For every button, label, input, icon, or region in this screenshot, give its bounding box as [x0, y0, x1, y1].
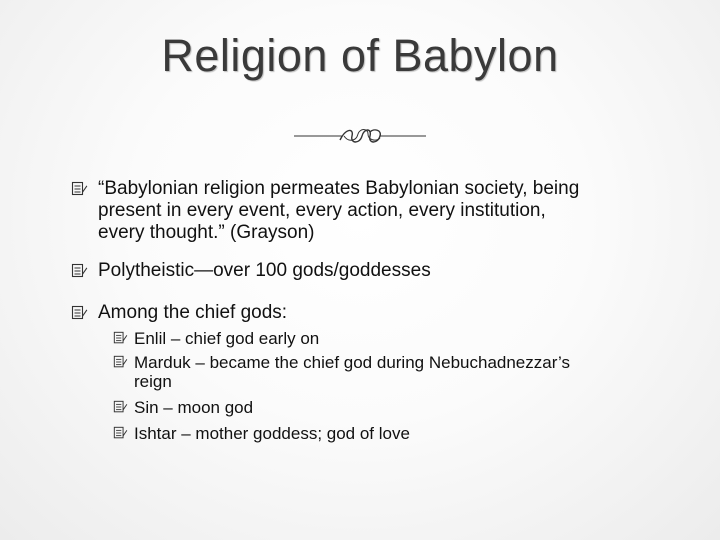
bullet-item-polytheistic: [70, 260, 431, 282]
sub-bullet-line: Ishtar – mother goddess; god of love: [134, 424, 410, 443]
sub-bullet-ishtar: [112, 424, 410, 443]
bullet-line: every thought.” (Grayson): [98, 222, 315, 243]
notebook-icon: [112, 353, 134, 369]
notebook-icon: [112, 329, 134, 345]
notebook-icon: [70, 178, 98, 197]
notebook-icon: [112, 424, 134, 440]
bullet-text: [98, 260, 431, 282]
notebook-icon: [70, 260, 98, 279]
bullet-line: Polytheistic—over 100 gods/goddesses: [98, 260, 431, 281]
slide-title: Religion of Babylon: [161, 30, 559, 81]
sub-bullet-text: [134, 424, 410, 443]
flourish-ornament: [290, 124, 430, 148]
sub-bullet-line: reign: [134, 372, 172, 391]
bullet-item-quote: [70, 178, 579, 244]
bullet-line: “Babylonian religion permeates Babylonian society, being: [98, 178, 580, 199]
bullet-line: present in every event, every action, every institution,: [98, 200, 546, 221]
sub-bullet-text: [134, 398, 253, 417]
sub-bullet-marduk: [112, 353, 570, 391]
sub-bullet-line: Marduk – became the chief god during Nebuchadnezzar’s: [134, 353, 570, 372]
sub-bullet-line: Enlil – chief god early on: [134, 329, 320, 348]
notebook-icon: [70, 302, 98, 321]
bullet-line: Among the chief gods:: [98, 302, 288, 323]
sub-bullet-text: [134, 353, 570, 391]
sub-bullet-enlil: [112, 329, 319, 348]
sub-bullet-text: [134, 329, 319, 348]
bullet-text: [98, 178, 579, 244]
bullet-text: [98, 302, 287, 324]
bullet-item-chief-gods: [70, 302, 287, 324]
notebook-icon: [112, 398, 134, 414]
sub-bullet-line: Sin – moon god: [134, 398, 254, 417]
sub-bullet-sin: [112, 398, 253, 417]
